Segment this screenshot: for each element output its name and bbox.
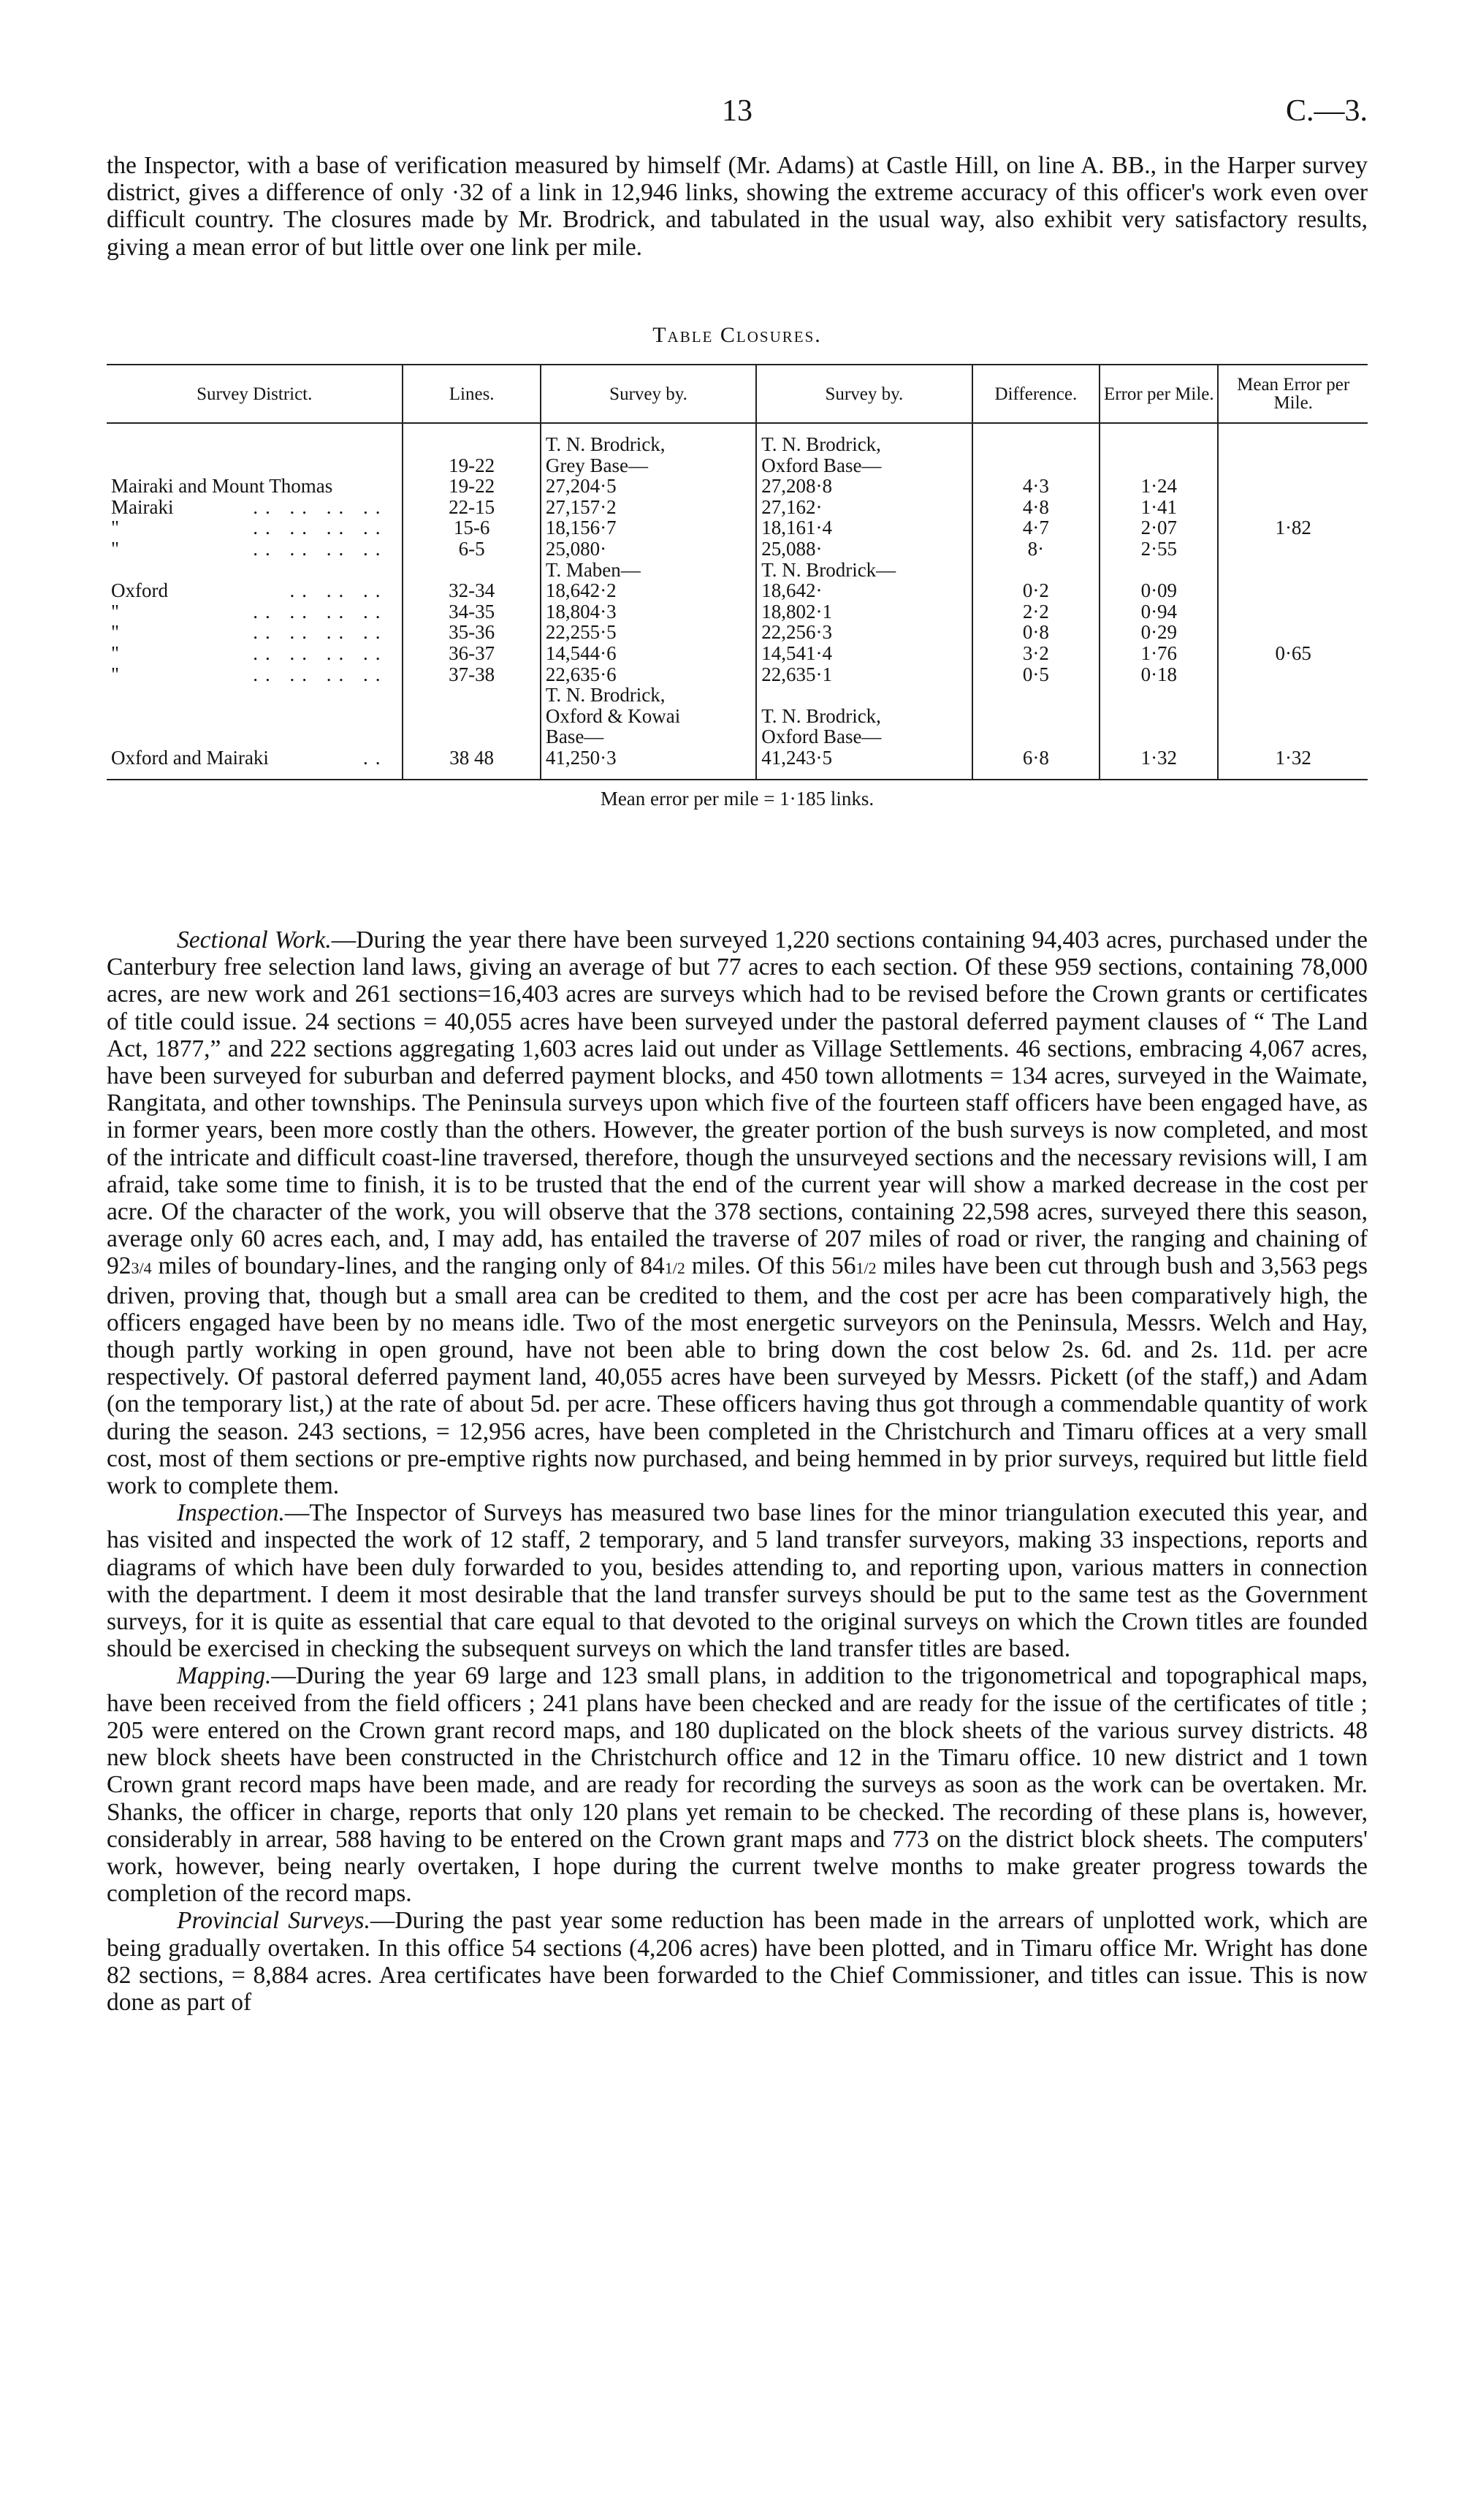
difference-cell [978,434,1095,455]
lines-cell-text: 22-15 [449,495,495,518]
difference-cell [978,560,1095,581]
difference-cell [978,538,1095,560]
leader-dots: .. .. .. .. [253,663,388,685]
error-cell [1105,434,1213,455]
survey-by-1-cell-text: T. Maben— [545,558,641,581]
survey-by-1-cell [546,726,751,747]
district-cell [111,434,397,455]
difference-cell [978,497,1095,518]
survey-by-1-cell-text: Oxford & Kowai [545,704,681,727]
fraction: 1/2 [664,1259,685,1278]
survey-by-1-cell-text: 25,080· [545,537,607,560]
lines-cell [408,434,535,455]
header-survey-by-1: Survey by. [541,365,756,423]
column-survey-by-2 [756,423,972,780]
lines-cell [408,560,535,581]
error-cell-text: 1·24 [1140,475,1178,498]
district-cell-text: " [111,642,120,664]
header-error-per-mile: Error per Mile. [1100,365,1218,423]
lines-cell-text: 36-37 [449,642,495,664]
survey-by-2-cell-text: 27,162· [761,495,823,518]
difference-cell [978,726,1095,747]
survey-by-2-cell [761,580,967,601]
column-survey-by-1 [541,423,756,780]
lines-cell [408,622,535,643]
survey-by-1-cell-text: 18,804·3 [545,600,617,623]
mean-error-cell-text: 1·32 [1275,746,1311,769]
leader-dots: .. .. .. .. [253,495,388,518]
lines-cell [408,643,535,664]
district-cell [111,517,397,538]
header-survey-by-2: Survey by. [756,365,972,423]
header-survey-district: Survey District. [107,365,403,423]
survey-by-1-cell [546,664,751,685]
difference-cell-text: 0·5 [1022,663,1049,685]
lines-cell [408,497,535,518]
survey-by-1-cell-text: 18,642·2 [545,579,617,602]
district-cell [111,538,397,560]
difference-cell [978,706,1095,727]
survey-by-1-cell [546,434,751,455]
difference-cell-text: 0·8 [1022,621,1049,644]
survey-by-2-cell [761,517,967,538]
district-cell-text: Oxford and Mairaki [111,746,269,769]
district-cell [111,747,397,769]
mapping-paragraph: Mapping.—During the year 69 large and 123 small plans, in addition to the trigonometrical and topographical maps, have been received from the field officers ; 241 plans have been checked and are ready for the issue of the certificates of title ; 205 were entered on the Crown grant record maps, and 180 duplicated on the block sheets of the various survey districts. 48 new block sheets have been constructed in the Christchurch office and 12 in the Timaru office. 10 new district and 1 town Crown grant record maps have been made, and are ready for recording the surveys as soon as the work can be overtaken. Mr. Shanks, the officer in charge, reports that only 120 plans yet remain to be checked. The recording of these plans is, however, considerably in arrear, 588 having to be entered on the Crown grant maps and 773 on the district block sheets. The computers' work, however, being nearly overtaken, I hope during the current twelve months to make greater progress towards the completion of the record maps. [107,1662,1368,1908]
lines-cell [408,455,535,476]
survey-by-2-cell-text: Oxford Base— [761,726,882,748]
column-error-per-mile [1100,423,1218,780]
error-cell-text: 1·41 [1140,495,1178,518]
lines-cell [408,476,535,497]
leader-dots: .. .. .. .. [253,537,388,560]
error-cell-text: 0·09 [1140,579,1178,602]
document-code: C.—3. [1285,94,1368,128]
fraction: 3/4 [131,1259,152,1278]
survey-by-2-cell-text: 22,256·3 [761,621,832,644]
survey-by-2-cell [761,476,967,497]
district-cell [111,455,397,476]
survey-by-2-cell-text: 22,635·1 [761,663,832,685]
survey-by-2-cell [761,664,967,685]
survey-by-1-cell [546,643,751,664]
district-cell [111,643,397,664]
difference-cell [978,664,1095,685]
error-cell [1105,685,1213,706]
district-cell-text: Mairaki and Mount Thomas [111,475,333,498]
intro-paragraph: the Inspector, with a base of verification measured by himself (Mr. Adams) at Castle Hill, on line A. BB., in the Harper survey district, gives a difference of only ·32 of a link in 12,946 links, showing the extreme accuracy of this officer's work even over difficult country. The closures made by Mr. Brodrick, and tabulated in the usual way, also exhibit very satisfactory results, giving a mean error of but little over one link per mile. [107,152,1368,261]
survey-by-1-cell [546,476,751,497]
inspection-heading: Inspection. [177,1499,285,1527]
survey-by-2-cell [761,706,967,727]
error-cell [1105,747,1213,769]
error-cell [1105,706,1213,727]
lines-cell [408,747,535,769]
lines-cell-text: 34-35 [449,600,495,623]
difference-cell-text: 4·8 [1022,495,1049,518]
survey-by-1-cell [546,685,751,706]
district-cell-text: " [111,663,120,685]
table-header-row [107,365,1368,423]
closures-table [107,364,1368,780]
error-cell [1105,497,1213,518]
mean-error-cell [1223,538,1363,560]
survey-by-2-cell [761,538,967,560]
difference-cell [978,622,1095,643]
survey-by-2-cell-text: 25,088· [761,537,823,560]
lines-cell [408,685,535,706]
survey-by-1-cell [546,560,751,581]
mean-error-cell [1223,601,1363,623]
survey-by-2-cell-text: T. N. Brodrick— [761,558,896,581]
mean-error-cell [1223,560,1363,581]
lines-cell [408,538,535,560]
survey-by-1-cell [546,622,751,643]
difference-cell [978,455,1095,476]
lines-cell [408,664,535,685]
table-title: Table Closures. [652,323,822,347]
column-mean-error [1218,423,1368,780]
mean-error-cell [1223,643,1363,664]
error-cell-text: 2·07 [1140,517,1178,539]
survey-by-2-cell-text: T. N. Brodrick, [761,704,881,727]
error-cell [1105,560,1213,581]
mean-error-cell [1223,664,1363,685]
mean-error-cell [1223,747,1363,769]
mean-error-cell [1223,455,1363,476]
difference-cell [978,747,1095,769]
table-body-row [107,423,1368,780]
survey-by-2-cell-text: 18,161·4 [761,517,832,539]
survey-by-2-cell-text: 41,243·5 [761,746,832,769]
survey-by-1-cell-text: T. N. Brodrick, [545,684,666,707]
district-cell-text: Oxford [111,579,168,602]
error-cell-text: 0·29 [1140,621,1178,644]
district-cell [111,726,397,747]
survey-by-1-cell [546,706,751,727]
survey-by-2-cell-text: Oxford Base— [761,454,882,476]
survey-by-1-cell-text: 27,157·2 [545,495,617,518]
district-cell [111,685,397,706]
error-cell [1105,601,1213,623]
leader-dots: .. .. .. [289,579,388,602]
header-lines: Lines. [403,365,540,423]
lines-cell-text: 32-34 [449,579,495,602]
column-lines [403,423,540,780]
fraction: 1/2 [856,1259,877,1278]
difference-cell-text: 4·3 [1022,475,1049,498]
lines-cell-text: 37-38 [449,663,495,685]
provincial-surveys-heading: Provincial Surveys. [177,1907,370,1935]
survey-by-2-cell [761,560,967,581]
mean-error-cell [1223,497,1363,518]
closures-table-section [107,323,1368,826]
page-header [107,94,1368,130]
lines-cell [408,580,535,601]
district-cell [111,580,397,601]
survey-by-1-cell [546,747,751,769]
survey-by-1-cell [546,455,751,476]
survey-by-2-cell [761,643,967,664]
error-cell [1105,455,1213,476]
mean-error-cell [1223,580,1363,601]
district-cell-text: " [111,537,120,560]
mean-error-cell [1223,476,1363,497]
survey-by-1-cell [546,497,751,518]
error-cell [1105,580,1213,601]
lines-cell-text: 15-6 [453,517,490,539]
mean-error-note: Mean error per mile = 1·185 links. [600,787,875,810]
leader-dots: .. .. .. .. [253,517,388,539]
survey-by-1-cell-text: 18,156·7 [545,517,617,539]
error-cell [1105,622,1213,643]
survey-by-1-cell-text: 22,255·5 [545,621,617,644]
leader-dots: .. .. .. .. [253,600,388,623]
mean-error-cell [1223,517,1363,538]
mapping-heading: Mapping. [177,1662,272,1690]
difference-cell [978,685,1095,706]
lines-cell-text: 19-22 [449,475,495,498]
survey-by-2-cell [761,622,967,643]
district-cell [111,476,397,497]
survey-by-2-cell-text: 18,802·1 [761,600,832,623]
error-cell-text: 2·55 [1140,537,1178,560]
lines-cell [408,726,535,747]
column-district [107,423,403,780]
district-cell [111,497,397,518]
column-difference [972,423,1100,780]
difference-cell [978,580,1095,601]
district-cell-text: " [111,517,120,539]
inspection-paragraph: Inspection.—The Inspector of Surveys has measured two base lines for the minor triangulation executed this year, and has visited and inspected the work of 12 staff, 2 temporary, and 5 land transfer surveyors, making 33 inspections, reports and diagrams of which have been duly forwarded to you, besides attending to, and reporting upon, various matters in connection with the department. I deem it most desirable that the land transfer surveys should be put to the same test as the Government surveys, for it is quite as essential that care equal to that devoted to the original surveys on which the Crown titles are founded should be exercised in checking the subsequent surveys on which the land transfer titles are based. [107,1499,1368,1663]
difference-cell [978,601,1095,623]
lines-cell [408,601,535,623]
lines-cell [408,517,535,538]
mean-error-cell-text: 0·65 [1275,642,1311,664]
district-cell-text: Mairaki [111,495,174,518]
sectional-work-heading: Sectional Work. [177,926,332,953]
difference-cell-text: 0·2 [1022,579,1049,602]
district-cell [111,664,397,685]
lines-cell-text: 19-22 [449,454,495,476]
district-cell [111,601,397,623]
survey-by-1-cell-text: 41,250·3 [545,746,617,769]
error-cell-text: 0·18 [1140,663,1178,685]
error-cell [1105,517,1213,538]
survey-by-1-cell-text: 14,544·6 [545,642,617,664]
leader-dots: .. [362,746,388,769]
survey-by-1-cell-text: 27,204·5 [545,475,617,498]
survey-by-2-cell [761,455,967,476]
survey-by-2-cell-text: 27,208·8 [761,475,832,498]
survey-by-2-cell [761,497,967,518]
district-cell-text: " [111,600,120,623]
survey-by-2-cell [761,434,967,455]
mean-error-cell [1223,434,1363,455]
survey-by-1-cell-text: Base— [545,726,604,748]
difference-cell-text: 6·8 [1022,746,1049,769]
survey-by-2-cell-text: 14,541·4 [761,642,832,664]
difference-cell [978,643,1095,664]
difference-cell-text: 2·2 [1022,600,1049,623]
mean-error-cell [1223,706,1363,727]
survey-by-1-cell-text: 22,635·6 [545,663,617,685]
survey-by-2-cell [761,601,967,623]
lines-cell-text: 6-5 [458,537,485,560]
error-cell [1105,664,1213,685]
survey-by-2-cell-text: T. N. Brodrick, [761,433,881,455]
lines-cell-text: 35-36 [449,621,495,644]
error-cell [1105,476,1213,497]
mean-error-cell-text: 1·82 [1275,517,1311,539]
district-cell-text: " [111,621,120,644]
mean-error-cell [1223,622,1363,643]
district-cell [111,622,397,643]
page-number: 13 [722,94,752,128]
mean-error-cell [1223,726,1363,747]
survey-by-2-cell [761,747,967,769]
difference-cell-text: 8· [1027,537,1045,560]
survey-by-2-cell-text: 18,642· [761,579,823,602]
header-difference: Difference. [972,365,1100,423]
error-cell-text: 1·32 [1140,746,1178,769]
survey-by-1-cell-text: T. N. Brodrick, [545,433,666,455]
error-cell-text: 0·94 [1140,600,1178,623]
sectional-work-paragraph: Sectional Work.—During the year there have been surveyed 1,220 sections containing 94,403 acres, purchased under the Canterbury free selection land laws, giving an average of but 77 acres to each section. Of these 959 sections, containing 78,000 acres, are new work and 261 sections=16,403 acres are surveys which had to be revised before the Crown grants or certificates of title could issue. 24 sections = 40,055 acres have been surveyed under the pastoral deferred payment clauses of “ The Land Act, 1877,” and 222 sections aggregating 1,603 acres laid out under as Village Settlements. 46 sections, embracing 4,067 acres, have been surveyed for suburban and deferred payment blocks, and 450 town allotments = 134 acres, surveyed in the Waimate, Rangitata, and other townships. The Peninsula surveys upon which five of the fourteen staff officers have been engaged have, as in former years, been more costly than the others. However, the greater portion of the bush surveys is now completed, and most of the intricate and difficult coast-line traversed, therefore, though the unsurveyed sections and the necessary revisions will, I am afraid, take some time to finish, it is to be trusted that the end of the current year will show a marked decrease in the cost per acre. Of the character of the work, you will observe that the 378 sections, containing 22,598 acres, surveyed there this season, average only 60 acres each, and, I may add, has entailed the traverse of 207 miles of road or river, the ranging and chaining of 923/4 miles of boundary-lines, and the ranging only of 841/2 miles. Of this 561/2 miles have been cut through bush and 3,563 pegs driven, proving that, though but a small area can be credited to them, and the cost per acre has been comparatively high, the officers engaged have been by no means idle. Two of the most energetic surveyors on the Peninsula, Messrs. Welch and Hay, though partly working in open ground, have not been able to bring down the cost below 2s. 6d. and 2s. 11d. per acre respectively. Of pastoral deferred payment land, 40,055 acres have been surveyed by Messrs. Pickett (of the staff,) and Adam (on the temporary list,) at the rate of about 5d. per acre. These officers having thus got through a commendable quantity of work during the season. 243 sections, = 12,956 acres, have been completed in the Christchurch and Timaru offices at a very small cost, most of them sections or pre-emptive rights now purchased, and being hemmed in by prior surveys, required but little field work to complete them. [107,926,1368,1500]
district-cell [111,560,397,581]
survey-by-1-cell-text: Grey Base— [545,454,649,476]
error-cell-text: 1·76 [1140,642,1178,664]
difference-cell-text: 4·7 [1022,517,1049,539]
lines-cell-text: 38 48 [449,746,495,769]
difference-cell [978,517,1095,538]
survey-by-1-cell [546,580,751,601]
leader-dots: .. .. .. .. [253,642,388,664]
survey-by-1-cell [546,517,751,538]
body-text [107,926,1368,2016]
survey-by-1-cell [546,601,751,623]
leader-dots: .. .. .. .. [253,621,388,644]
intro-section [107,152,1368,261]
difference-cell-text: 3·2 [1022,642,1049,664]
error-cell [1105,726,1213,747]
provincial-surveys-paragraph: Provincial Surveys.—During the past year some reduction has been made in the arrears of unplotted work, which are being gradually overtaken. In this office 54 sections (4,206 acres) have been plotted, and in Timaru office Mr. Wright has done 82 sections, = 8,884 acres. Area certificates have been forwarded to the Chief Commissioner, and titles can issue. This is now done as part of [107,1907,1368,2016]
mean-error-cell [1223,685,1363,706]
difference-cell [978,476,1095,497]
survey-by-2-cell [761,685,967,706]
district-cell [111,706,397,727]
survey-by-1-cell [546,538,751,560]
header-mean-error: Mean Error per Mile. [1218,365,1368,423]
lines-cell [408,706,535,727]
error-cell [1105,643,1213,664]
error-cell [1105,538,1213,560]
survey-by-2-cell [761,726,967,747]
